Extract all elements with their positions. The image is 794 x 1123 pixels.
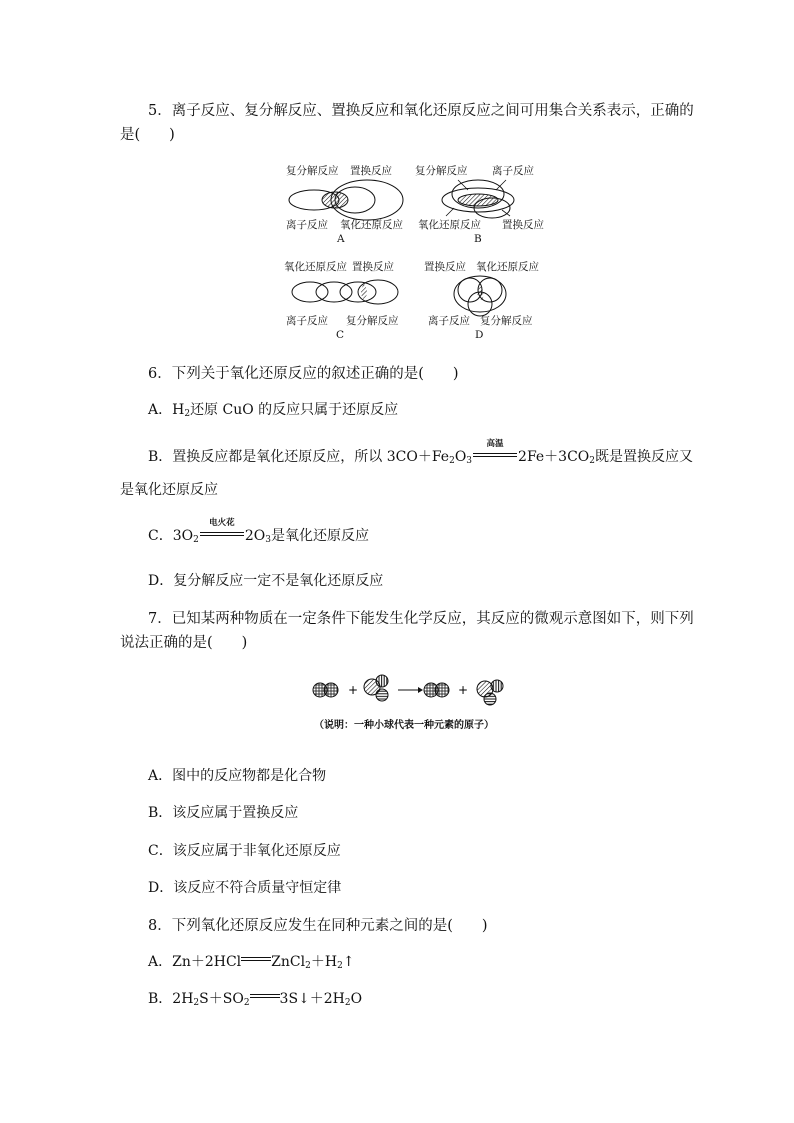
q7-option-a: A．图中的反应物都是化合物 (148, 768, 327, 784)
q7-molecule-reactant-1 (313, 683, 338, 697)
q5-c-letter: C (336, 329, 345, 341)
q6-option-c: C．$3O_2$ 电火花 $2O_3$是氧化还原反应 (148, 518, 369, 545)
equals-sign (241, 955, 271, 965)
q5-b-letter: B (474, 233, 482, 245)
q5-diagram-c (284, 260, 399, 341)
q7-plus-2: + (458, 683, 469, 697)
q7-diagram-note: （说明：一种小球代表一种元素的原子） (314, 720, 494, 731)
q5-b-label-bl: 氧化还原反应 (418, 219, 481, 231)
q5-diagram-b (415, 164, 544, 245)
q5-d-label-tl: 置换反应 (424, 261, 466, 273)
q5-a-label-bl: 离子反应 (286, 219, 328, 231)
q5-b-label-br: 置换反应 (502, 219, 544, 231)
q5-b-label-tl: 复分解反应 (415, 165, 468, 177)
q7-option-c: C．该反应属于非氧化还原反应 (148, 843, 341, 859)
q5-a-letter: A (337, 233, 345, 245)
q5-a-label-tr: 置换反应 (350, 165, 392, 177)
q5-d-letter: D (475, 329, 484, 341)
q7-stem-line1: 7．已知某两种物质在一定条件下能发生化学反应，其反应的微观示意图如下，则下列 (148, 611, 694, 627)
reaction-condition-high-temp: 高温 (473, 448, 517, 462)
q7-option-d: D．该反应不符合质量守恒定律 (148, 880, 342, 896)
q5-d-label-tr: 氧化还原反应 (476, 261, 539, 273)
q5-c-label-br: 复分解反应 (346, 315, 399, 327)
q5-c-label-tl: 氧化还原反应 (284, 261, 347, 273)
q7-option-b: B．该反应属于置换反应 (148, 805, 299, 821)
q7-reaction-arrow (398, 687, 423, 693)
q7-molecule-product-2 (477, 680, 503, 705)
q5-d-label-br: 复分解反应 (480, 315, 533, 327)
q8-option-b: B．$2H_2S+SO_2$ $3S↓+2H_2O$ (148, 991, 363, 1008)
q7-molecule-reactant-2 (364, 675, 388, 701)
q5-a-label-tl: 复分解反应 (286, 165, 339, 177)
q5-b-label-tr: 离子反应 (492, 165, 534, 177)
q5-c-label-bl: 离子反应 (286, 315, 328, 327)
q6-option-b: B．置换反应都是氧化还原反应，所以 $3CO+Fe_2O_3$ 高温 $2Fe+3CO_2$既是置换反应又 (148, 439, 694, 466)
reaction-condition-spark: 电火花 (200, 527, 244, 541)
q6-option-a: A．$H_2$还原 CuO 的反应只属于还原反应 (148, 402, 399, 419)
q6-stem: 6．下列关于氧化还原反应的叙述正确的是( ) (148, 366, 459, 382)
q6-option-b-line2: 是氧化还原反应 (120, 482, 218, 498)
q5-stem-line1: 5．离子反应、复分解反应、置换反应和氧化还原反应之间可用集合关系表示，正确的 (148, 103, 694, 119)
q5-diagram-a (286, 164, 403, 245)
q5-stem-line2: 是( ) (120, 127, 175, 143)
q7-micro-diagram (300, 672, 520, 736)
q5-c-label-tr: 置换反应 (352, 261, 394, 273)
q5-diagram-d (424, 260, 539, 341)
q5-a-label-br: 氧化还原反应 (340, 219, 403, 231)
q8-option-a: A．Zn＋2HCl $ZnCl_2+H_2↑$ (148, 954, 355, 971)
q5-set-diagram (270, 158, 560, 348)
q8-stem: 8．下列氧化还原反应发生在同种元素之间的是( ) (148, 918, 488, 934)
q5-d-label-bl: 离子反应 (428, 315, 470, 327)
q6-option-d: D．复分解反应一定不是氧化还原反应 (148, 573, 384, 589)
equals-sign (250, 992, 280, 1002)
q7-stem-line2: 说法正确的是( ) (120, 635, 248, 651)
q7-plus-1: + (348, 683, 359, 697)
q7-molecule-product-1 (424, 683, 449, 697)
